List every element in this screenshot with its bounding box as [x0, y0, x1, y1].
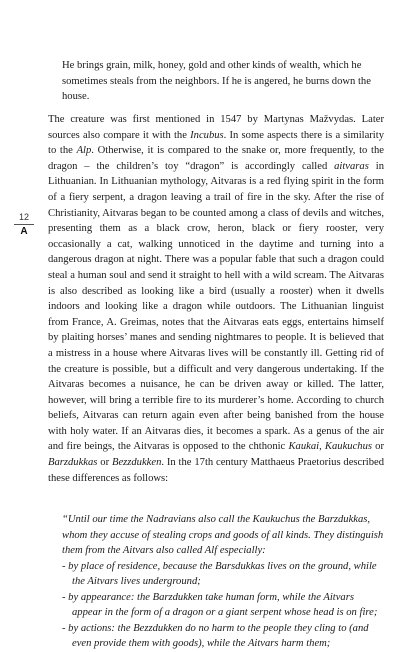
page-number: 12	[14, 212, 34, 225]
body-segment: in Lithuanian. In Lithuanian mythology, Aitvaras is a red flying spirit in the form of a fiery serpent, a dragon leaving a trail of fire in the sky. After the rise of Christianity, Aitvaras began to be counted among a class of devils and witches, presenting them as a black crow, heron, black or fiery rooster, very occasionally a cat, walking unnoticed in the daytime and turning into a dangerous dragon at night. There was a popular fable that such a dragon could steal a human soul and send it straight to hell with a wild scream. The Aitvaras is also described as looking like a bird (usually a rooster) when it dwells indoors and looking like a dragon while outdoors. The Lithuanian linguist from France, A. Greimas, notes that the Aitvaras eats eggs, entertains himself by plaiting horses’ manes and sending nightmares to people. It is believed that a mistress in a house where Aitvaras lives will be constantly ill. Getting rid of the creature is possible, but a difficult and very dangerous undertaking. If the Aitvaras becomes a nuisance, he can be driven away or killed. The latter, however, will bring a terrible fire to its murderer’s home. According to church beliefs, Aitvaras can return again even after being banished from the house with holy water. If an Aitvaras dies, it becomes a spark. As a genus of the air and fire beings, the Aitvaras is opposed to the chthonic	[48, 160, 384, 453]
body-segment: or	[371, 441, 384, 453]
quote-list-item: - by actions: the Bezzdukken do no harm to the people they cling to (and even provide them with goods), while the Aitvars harm them;	[62, 622, 369, 649]
section-letter: A	[20, 226, 28, 237]
top-quote-block	[62, 58, 380, 105]
body-paragraph	[48, 112, 384, 486]
term-kaukuchus: Kaukuchus	[324, 441, 372, 453]
body-segment: The creature was first mentioned in 1547 by Martynas Mažvydas. Later sources also compare it with the	[48, 114, 384, 141]
body-segment: or	[97, 457, 112, 469]
quote-list-item: - by appearance: the Barzdukken take human form, while the Aitvars appear in the form of a dragon or a giant serpent whose head is on fire;	[62, 591, 378, 618]
body-segment: . In some aspects there is a similarity to the	[48, 129, 384, 157]
quote-list	[62, 559, 384, 652]
main-body-text	[48, 112, 384, 486]
term-kaukai: Kaukai	[288, 441, 320, 453]
term-alp: Alp	[76, 145, 92, 157]
body-segment: ,	[319, 441, 325, 453]
quote-intro: “Until our time the Nadravians also call the Kaukuchus the Barzdukkas, whom they accuse of stealing crops and goods of all kinds. They distinguish them from the Aitvars also called Alf especially:	[62, 514, 384, 556]
body-segment: . In the 17th century Matthaeus Praetorius described these differences as follows:	[48, 457, 385, 484]
term-barzdukkas: Barzdukkas	[48, 457, 98, 469]
praetorius-quote-block	[62, 512, 384, 652]
term-aitvaras: aitvaras	[334, 160, 369, 172]
term-incubus: Incubus	[190, 129, 224, 141]
page-folio	[14, 212, 34, 238]
top-quote-text: He brings grain, milk, honey, gold and other kinds of wealth, which he sometimes steals from the neighbors. If he is angered, he burns down the house.	[62, 60, 371, 102]
term-bezzdukken: Bezzdukken	[111, 457, 162, 469]
body-segment: . Otherwise, it is compared to the snake or, more frequently, to the dragon – the children’s toy “dragon” is accordingly called	[48, 145, 384, 172]
quote-list-item: - by place of residence, because the Barsdukkas lives on the ground, while the Aitvars lives underground;	[62, 560, 377, 587]
